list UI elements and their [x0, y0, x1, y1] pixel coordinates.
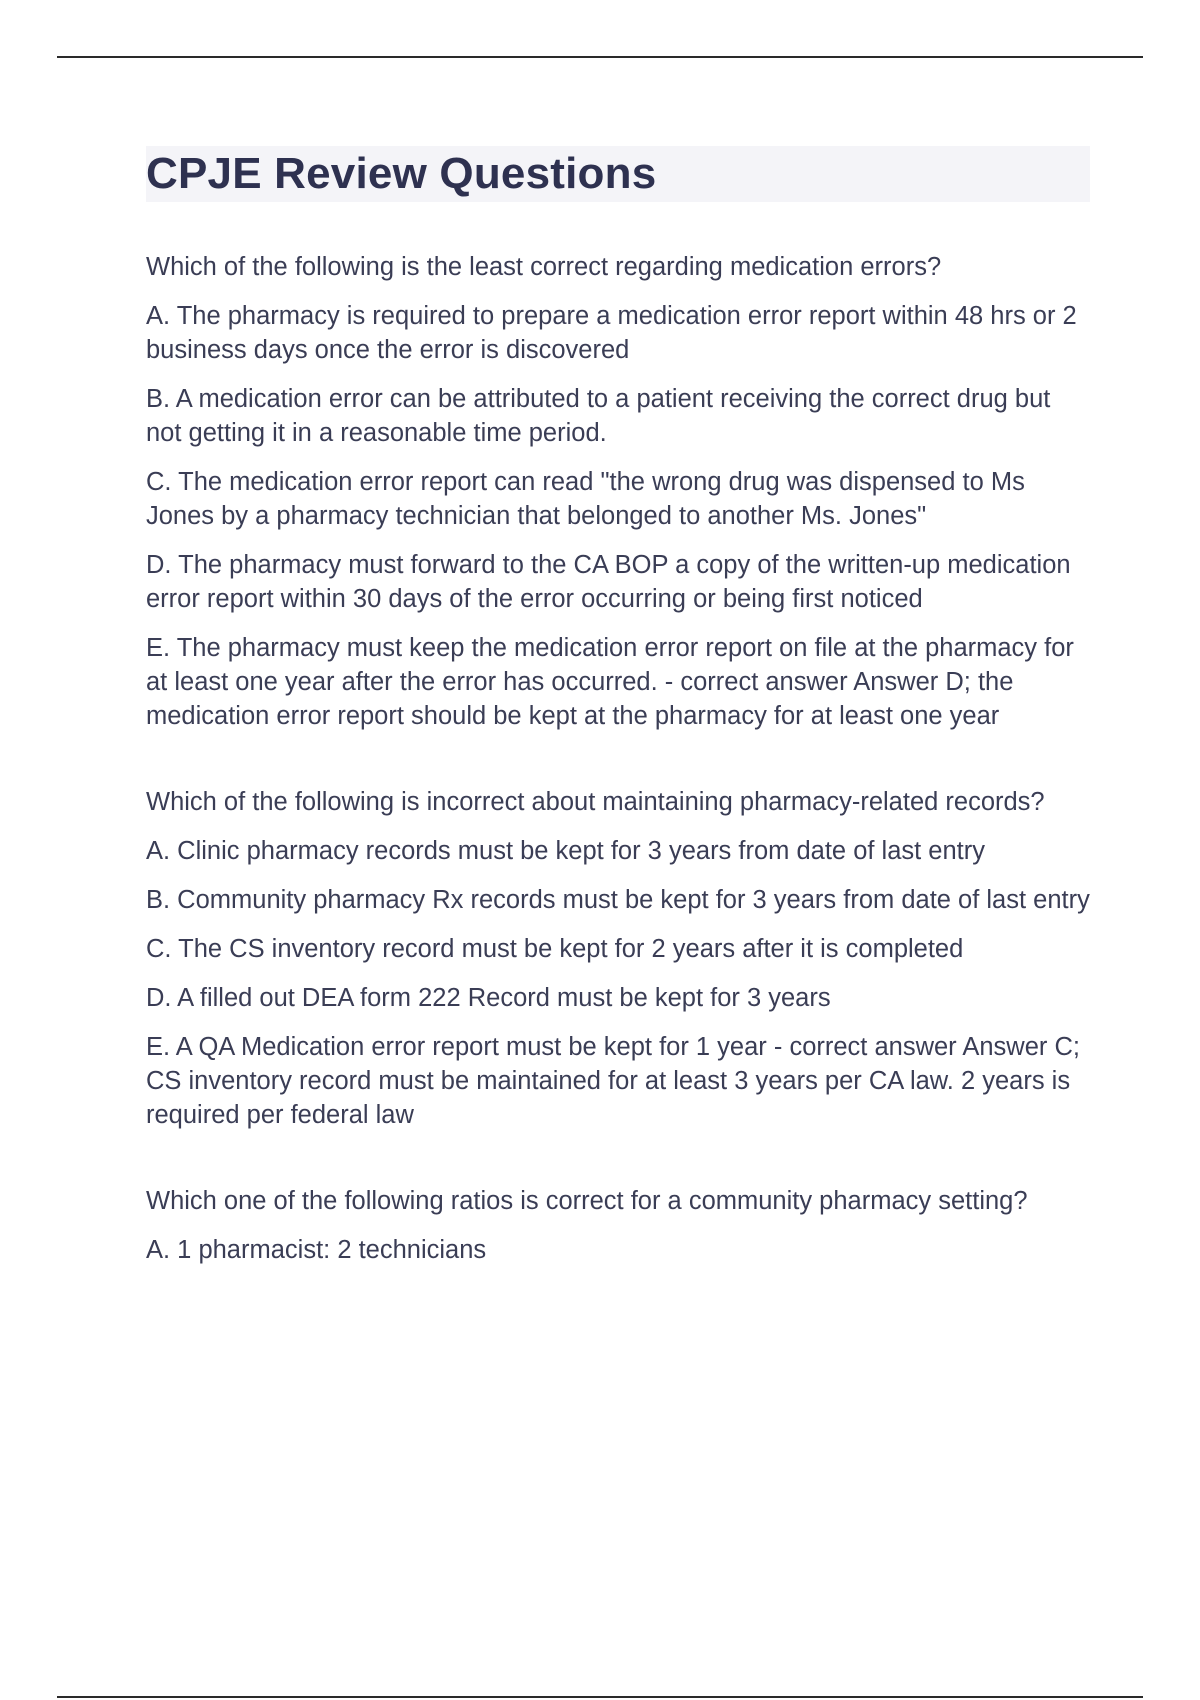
option-e-with-answer: E. A QA Medication error report must be kept for 1 year - correct answer Answer C; CS inventory record must be maintained for at least 3 years per CA law. 2 years is required per federal law — [146, 1033, 1080, 1129]
question-block — [146, 250, 1090, 733]
question-text: Which of the following is the least correct regarding medication errors? — [146, 253, 942, 281]
question-text: Which of the following is incorrect about maintaining pharmacy-related records? — [146, 788, 1045, 816]
option-d: D. The pharmacy must forward to the CA BOP a copy of the written-up medication error report within 30 days of the error occurring or being first noticed — [146, 551, 1071, 613]
option-e-with-answer: E. The pharmacy must keep the medication error report on file at the pharmacy for at least one year after the error has occurred. - correct answer Answer D; the medication error report should be kept at the pharmacy for at least one year — [146, 634, 1074, 730]
option-a: A. 1 pharmacist: 2 technicians — [146, 1236, 487, 1264]
top-rule — [57, 56, 1143, 58]
question-block — [146, 1184, 1090, 1267]
option-b: B. Community pharmacy Rx records must be kept for 3 years from date of last entry — [146, 886, 1090, 914]
title-bar — [146, 146, 1090, 202]
option-a: A. The pharmacy is required to prepare a medication error report within 48 hrs or 2 business days once the error is discovered — [146, 302, 1077, 364]
document-body — [146, 146, 1090, 1282]
option-b: B. A medication error can be attributed to a patient receiving the correct drug but not getting it in a reasonable time period. — [146, 385, 1051, 447]
option-c: C. The CS inventory record must be kept for 2 years after it is completed — [146, 935, 964, 963]
option-c: C. The medication error report can read "the wrong drug was dispensed to Ms Jones by a pharmacy technician that belonged to another Ms. Jones" — [146, 468, 1025, 530]
question-text: Which one of the following ratios is correct for a community pharmacy setting? — [146, 1187, 1028, 1215]
option-a: A. Clinic pharmacy records must be kept for 3 years from date of last entry — [146, 837, 985, 865]
question-block — [146, 785, 1090, 1132]
bottom-rule — [57, 1696, 1143, 1698]
page-title: CPJE Review Questions — [146, 149, 657, 198]
option-d: D. A filled out DEA form 222 Record must be kept for 3 years — [146, 984, 831, 1012]
